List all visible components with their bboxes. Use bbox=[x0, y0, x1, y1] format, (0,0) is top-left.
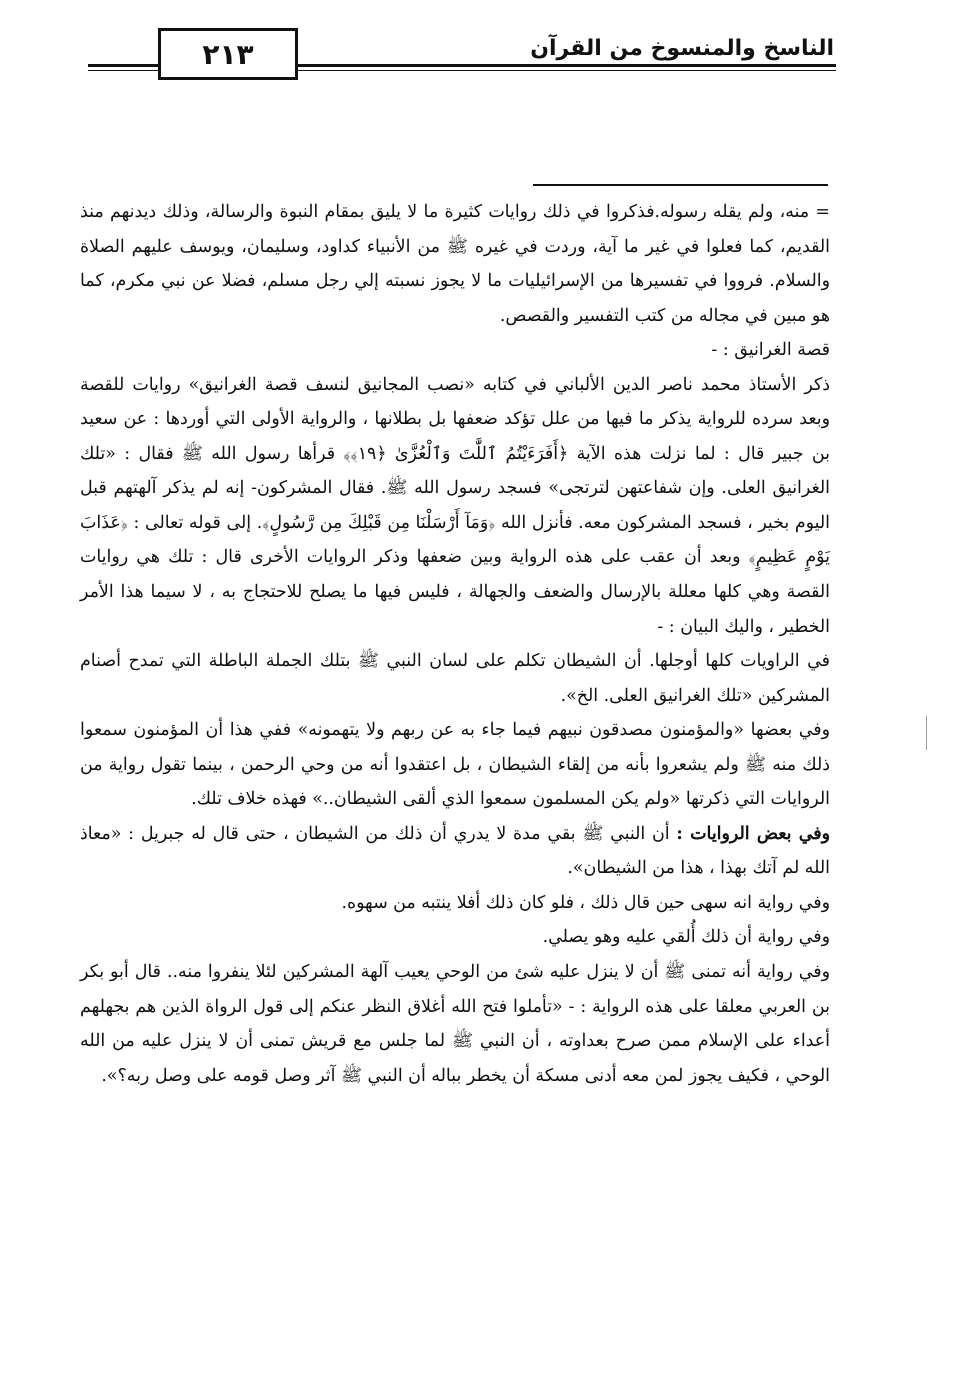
paragraph: وفي بعضها «والمؤمنون مصدقون نبيهم فيما جاء به عن ربهم ولا يتهمونه» ففي هذا أن المؤمنون سمعوا ذلك منه ﷺ ولم يشعروا بأنه من إلقاء الشيطان ، بل اعتقدوا أنه من وحي الرحمن ، بينما تقول رواية من الروايات التي ذكرتها «ولم يكن المسلمون سمعوا الذي ألقى الشيطان..» فهذه خلاف تلك. bbox=[80, 720, 830, 810]
paragraph: ذكر الأستاذ محمد ناصر الدين الألباني في كتابه «نصب المجانيق لنسف قصة الغرانيق» روايات للقصة وبعد سرده للرواية يذكر ما فيها من علل تؤكد ضعفها بل بطلانها ، والرواية الأولى التي أوردها : عن سعيد بن جبير قال : لما نزلت هذه الآية ﴿أَفَرَءَيْتُمُ ٱللَّٰتَ وَٱلْعُزَّىٰ ﴿١٩﴾﴾ قرأها رسول الله ﷺ فقال : «تلك الغرانيق العلى. وإن شفاعتهن لترتجى» فسجد رسول الله ﷺ. فقال المشركون- إنه لم يذكر آلهتهم قبل اليوم بخير ، فسجد المشركون معه. فأنزل الله ﴿وَمَآ أَرْسَلْنَا مِن قَبْلِكَ مِن رَّسُولٍ﴾. إلى قوله تعالى : ﴿عَذَابَ يَوْمٍ عَظِيمٍ﴾ وبعد أن عقب على هذه الرواية وبين ضعفها وذكر الروايات الأخرى قال : تلك هي روايات القصة وهي كلها معللة بالإرسال والضعف والجهالة ، فليس فيها ما يصلح للاحتجاج به ، لا سيما هذا الأمر الخطير ، واليك البيان : - bbox=[80, 374, 830, 637]
paragraph: = منه، ولم يقله رسوله.فذكروا في ذلك روايات كثيرة ما لا يليق بمقام النبوة والرسالة، وذلك ديدنهم منذ القديم، كما فعلوا في غير ما آية، وردت في غيره ﷺ من الأنبياء كداود، وسليمان، ويوسف عليهم الصلاة والسلام. فرووا في تفسيرها من الإسرائيليات ما لا يجوز نسبته إلي رجل مسلم، فضلا عن نبي مكرم، كما هو مبين في مجاله من كتب التفسير والقصص. bbox=[80, 202, 830, 326]
paragraph: وفي رواية أن ذلك أُلقي عليه وهو يصلي. bbox=[542, 927, 830, 948]
paragraph-text: أن النبي ﷺ بقي مدة لا يدري أن ذلك من الشيطان ، حتى قال له جبريل : «معاذ الله لم آتك بهذا ، هذا من الشيطان». bbox=[80, 823, 830, 879]
paragraph: وفي رواية انه سهى حين قال ذلك ، فلو كان ذلك أفلا ينتبه من سهوه. bbox=[341, 892, 830, 913]
paragraph: في الراويات كلها أوجلها. أن الشيطان تكلم على لسان النبي ﷺ بتلك الجملة الباطلة التي تمدح أصنام المشركين «تلك الغرانيق العلى. الخ». bbox=[80, 651, 830, 706]
paragraph bbox=[80, 817, 830, 886]
page-number: ٢١٣ bbox=[202, 37, 254, 71]
book-title: الناسخ والمنسوخ من القرآن bbox=[522, 36, 834, 61]
paragraph: وفي رواية أنه تمنى ﷺ أن لا ينزل عليه شئ من الوحي يعيب آلهة المشركين لئلا ينفروا منه.. قال أبو بكر بن العربي معلقا على هذه الرواية : - «تأملوا فتح الله أغلاق النظر عنكم إلى قول الرواة الذين هم بجهلهم أعداء على الإسلام ممن صرح بعداوته ، أن النبي ﷺ لما جلس مع قريش تمنى أن لا ينزل عليه من الله الوحي ، فكيف يجوز لمن معه أدنى مسكة أن يخطر بباله أن النبي ﷺ آثر وصل قومه على وصل ربه؟». bbox=[80, 962, 830, 1086]
footnote-separator bbox=[533, 184, 828, 186]
section-heading: قصة الغرانيق : - bbox=[711, 340, 830, 361]
running-header bbox=[88, 28, 836, 88]
margin-mark bbox=[926, 716, 927, 750]
bold-lead: وفي بعض الروايات : bbox=[676, 823, 830, 844]
footnote-body bbox=[80, 195, 830, 1093]
page-number-box bbox=[158, 28, 298, 80]
